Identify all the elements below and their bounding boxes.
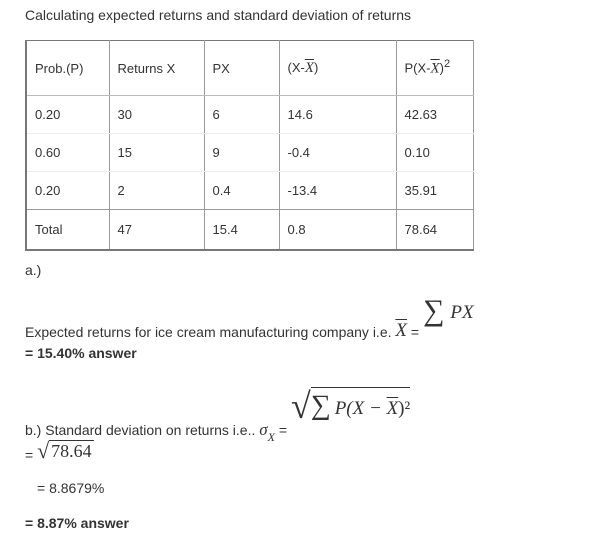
cell: 0.20 [26,96,109,134]
cell: 35.91 [396,172,473,210]
cell: 0.4 [204,172,279,210]
table-row [26,96,473,134]
header-deviation: $(X-\overline{X})$ [279,41,396,96]
cell: 2 [109,172,204,210]
cell: Total [26,210,109,250]
table-row [26,134,473,172]
table-total-row [26,210,473,250]
cell: 0.8 [279,210,396,250]
cell: 14.6 [279,96,396,134]
part-a-answer: = 15.40% answer [25,345,137,361]
cell: 30 [109,96,204,134]
cell: -13.4 [279,172,396,210]
table-header-row [26,41,473,96]
cell: 9 [204,134,279,172]
table-row [26,172,473,210]
cell: 0.20 [26,172,109,210]
cell: 47 [109,210,204,250]
cell: 0.10 [396,134,473,172]
part-b-answer: = 8.87% answer [25,515,129,531]
part-a-label: a.) [25,262,42,278]
heading: Calculating expected returns and standard deviation of returns [25,7,412,23]
cell: 78.64 [396,210,473,250]
part-b-formula-line: b.) Standard deviation on returns i.e.. $\sigma_X$ = √∑ $P(X - \overline{X})^2$ [25,386,411,444]
cell: 6 [204,96,279,134]
header-weighted-squared: $P(X-\overline{X})^2$ [396,41,473,96]
cell: 15.4 [204,210,279,250]
cell: 0.60 [26,134,109,172]
cell: 42.63 [396,96,473,134]
part-b-step2: = 8.8679% [37,480,105,496]
header-prob: Prob.(P) [26,41,109,96]
returns-table [25,40,474,251]
header-returns: Returns X [109,41,204,96]
cell: 15 [109,134,204,172]
part-b-step1: = √ 78.64 [25,438,92,463]
part-a-formula-line: Expected returns for ice cream manufacturing company i.e. $\overline{X}$ = ∑ PX [25,294,474,341]
cell: -0.4 [279,134,396,172]
header-px: PX [204,41,279,96]
